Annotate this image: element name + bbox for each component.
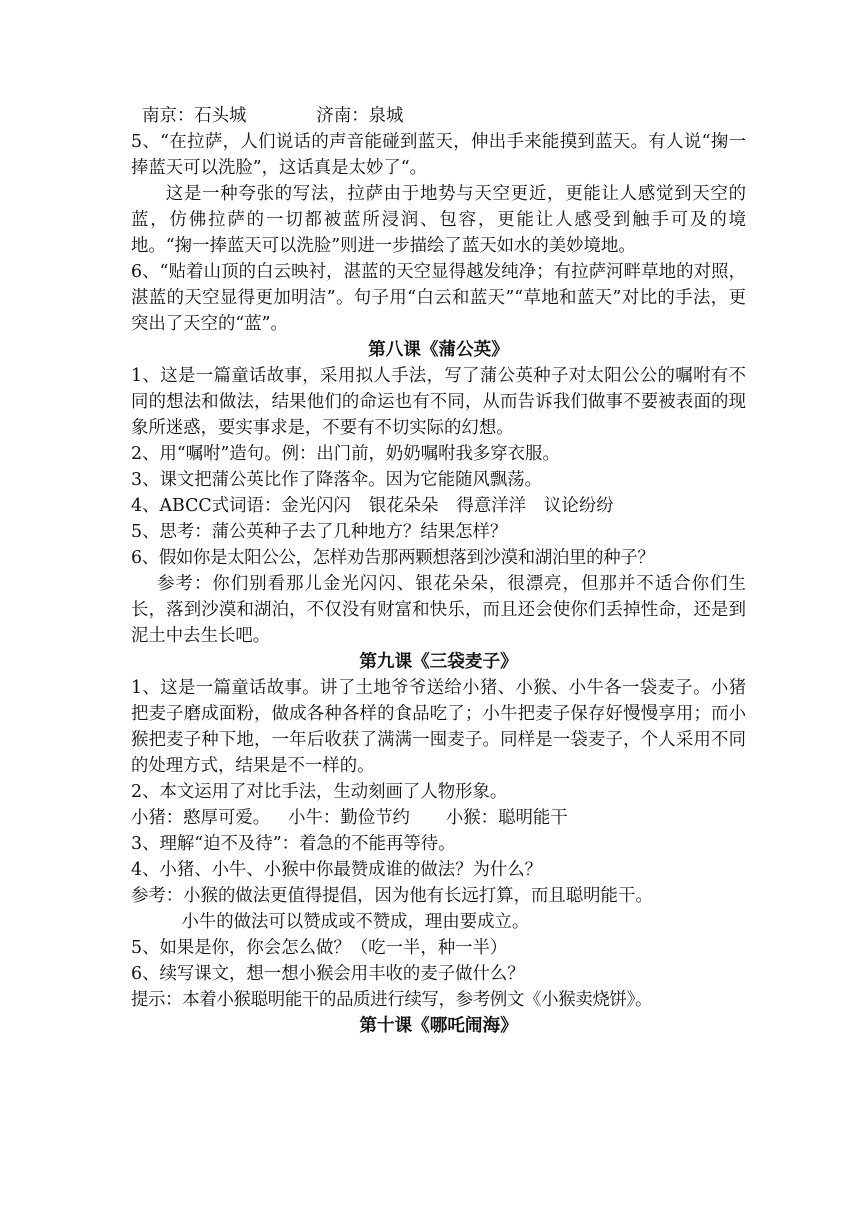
lesson-8-item-1: 1、这是一篇童话故事，采用拟人手法，写了蒲公英种子对太阳公公的嘱咐有不同的想法和做法，结果他们的命运也有不同，从而告诉我们做事不要被表面的现象所迷惑，要实事求是，不要有不切实际的幻想。 bbox=[131, 366, 746, 438]
answer-5: 这是一种夸张的写法，拉萨由于地势与天空更近，更能让人感觉到天空的蓝，仿佛拉萨的一切都被蓝所浸润、包容，更能让人感受到触手可及的境地。“掬一捧蓝天可以洗脸”则进一步描绘了蓝天如水的美妙境地。 bbox=[131, 184, 746, 256]
lesson-9-item-2: 2、本文运用了对比手法，生动刻画了人物形象。 bbox=[131, 782, 508, 802]
lesson-9-tip: 提示：本着小猴聪明能干的品质进行续写，参考例文《小猴卖烧饼》。 bbox=[131, 990, 653, 1010]
lesson-9-title: 第九课《三袋麦子》 bbox=[359, 651, 518, 672]
city-nicknames bbox=[131, 103, 746, 129]
abcc-word: 议论纷纷 bbox=[544, 496, 614, 516]
lesson-9-reference-2: 小牛的做法可以赞成或不赞成，理由要成立。 bbox=[181, 912, 530, 932]
document-page bbox=[131, 103, 746, 1039]
abcc-word: 得意洋洋 bbox=[456, 496, 527, 516]
lesson-8-item-3: 3、课文把蒲公英比作了降落伞。因为它能随风飘荡。 bbox=[131, 470, 543, 490]
lesson-9-item-4: 4、小猪、小牛、小猴中你最赞成谁的做法？为什么？ bbox=[131, 860, 543, 880]
nickname-nanjing: 南京：石头城 bbox=[142, 106, 247, 126]
question-5: 5、“在拉萨，人们说话的声音能碰到蓝天，伸出手来能摸到蓝天。有人说“掬一捧蓝天可以洗脸”，这话真是太妙了“。 bbox=[131, 132, 746, 178]
lesson-8-reference: 参考：你们别看那儿金光闪闪、银花朵朵，很漂亮，但那并不适合你们生长，落到沙漠和湖泊，不仅没有财富和快乐，而且还会使你们丢掉性命，还是到泥土中去生长吧。 bbox=[131, 574, 746, 646]
lesson-8-title: 第八课《蒲公英》 bbox=[368, 339, 509, 360]
lesson-8-item-6: 6、假如你是太阳公公，怎样劝告那两颗想落到沙漠和湖泊里的种子？ bbox=[131, 548, 655, 568]
abcc-word: 银花朵朵 bbox=[368, 496, 439, 516]
lesson-9-item-1: 1、这是一篇童话故事。讲了土地爷爷送给小猪、小猴、小牛各一袋麦子。小猪把麦子磨成面粉，做成各种各样的食品吃了；小牛把麦子保存好慢慢享用；而小猴把麦子种下地，一年后收获了满满一囤麦子。同样是一袋麦子，个人采用不同的处理方式，结果是不一样的。 bbox=[131, 678, 746, 776]
lesson-8-item-5: 5、思考：蒲公英种子去了几种地方？结果怎样？ bbox=[131, 522, 508, 542]
abcc-word: 金光闪闪 bbox=[281, 496, 351, 516]
trait-monkey: 小猴：聪明能干 bbox=[445, 808, 568, 828]
lesson-9-item-3: 3、理解“迫不及待”：着急的不能再等待。 bbox=[131, 834, 456, 854]
lesson-9-item-5: 5、如果是你，你会怎么做？（吃一半，种一半） bbox=[131, 938, 508, 958]
abcc-label: 4、ABCC式词语： bbox=[131, 496, 282, 516]
lesson-9-item-6: 6、续写课文，想一想小猴会用丰收的麦子做什么？ bbox=[131, 964, 525, 984]
lesson-8-item-2: 2、用“嘱咐”造句。例：出门前，奶奶嘱咐我多穿衣服。 bbox=[131, 444, 560, 464]
trait-pig: 小猪：憨厚可爱。 bbox=[131, 808, 271, 828]
question-6: 6、“贴着山顶的白云映衬，湛蓝的天空显得越发纯净；有拉萨河畔草地的对照，湛蓝的天空显得更加明洁”。句子用“白云和蓝天”“草地和蓝天”对比的手法，更突出了天空的“蓝”。 bbox=[131, 262, 746, 334]
lesson-9-reference: 参考：小猴的做法更值得提倡，因为他有长远打算，而且聪明能干。 bbox=[131, 886, 653, 906]
lesson-8-item-4 bbox=[131, 493, 746, 519]
nickname-jinan: 济南：泉城 bbox=[316, 106, 404, 126]
lesson-9-traits bbox=[131, 805, 746, 831]
lesson-10-title: 第十课《哪吒闹海》 bbox=[359, 1015, 518, 1036]
trait-ox: 小牛：勤俭节约 bbox=[288, 808, 410, 828]
